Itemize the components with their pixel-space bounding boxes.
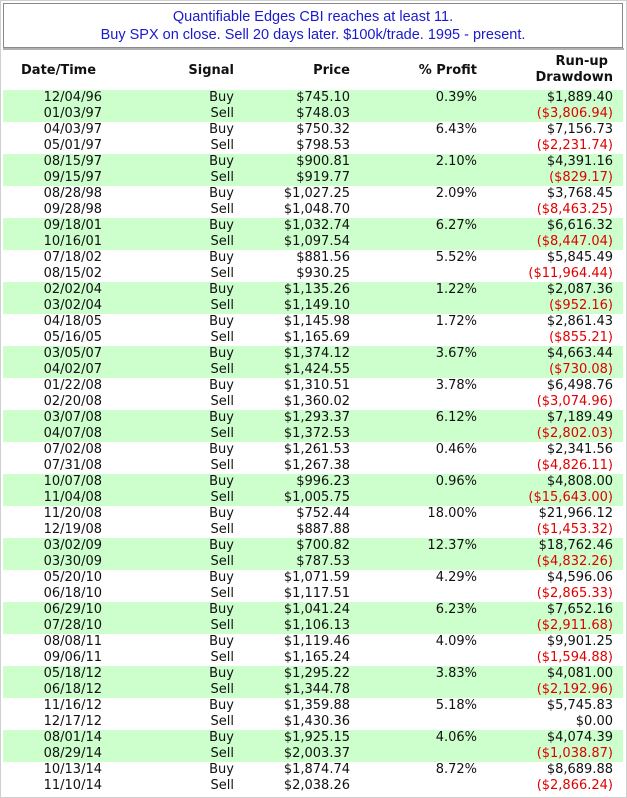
sell-date: 07/28/10	[43, 618, 102, 633]
sell-date: 09/06/11	[43, 650, 102, 665]
col-signal-header: Signal	[188, 63, 234, 78]
sell-row	[3, 522, 623, 538]
runup-value: $4,074.39	[546, 730, 613, 745]
runup-value: $7,652.16	[546, 602, 613, 617]
drawdown-value: ($8,463.25)	[536, 202, 613, 217]
signal-buy: Buy	[209, 346, 234, 361]
buy-date: 03/05/07	[43, 346, 102, 361]
buy-row	[3, 442, 623, 458]
runup-value: $3,768.45	[546, 186, 613, 201]
signal-buy: Buy	[209, 506, 234, 521]
signal-sell: Sell	[210, 362, 234, 377]
signal-sell: Sell	[210, 394, 234, 409]
sell-row	[3, 458, 623, 474]
profit-pct: 6.27%	[435, 218, 477, 233]
buy-row	[3, 698, 623, 714]
sell-price: $1,165.24	[283, 650, 350, 665]
drawdown-value: ($2,231.74)	[536, 138, 613, 153]
buy-row	[3, 634, 623, 650]
drawdown-value: $0.00	[575, 714, 613, 729]
buy-price: $1,295.22	[283, 666, 350, 681]
drawdown-value: ($1,453.32)	[536, 522, 613, 537]
sell-row	[3, 618, 623, 634]
buy-date: 05/18/12	[43, 666, 102, 681]
buy-price: $700.82	[296, 538, 350, 553]
sell-price: $887.88	[296, 522, 350, 537]
sell-price: $1,267.38	[283, 458, 350, 473]
buy-date: 03/07/08	[43, 410, 102, 425]
signal-sell: Sell	[210, 522, 234, 537]
trade-row	[3, 122, 623, 154]
buy-row	[3, 538, 623, 554]
sell-row	[3, 394, 623, 410]
profit-pct: 6.12%	[435, 410, 477, 425]
trade-row	[3, 666, 623, 698]
signal-sell: Sell	[210, 650, 234, 665]
sell-date: 07/31/08	[43, 458, 102, 473]
buy-price: $1,041.24	[283, 602, 350, 617]
trade-row	[3, 762, 623, 794]
sell-price: $919.77	[296, 170, 350, 185]
profit-pct: 2.09%	[435, 186, 477, 201]
col-date-header: Date/Time	[21, 63, 97, 78]
profit-pct: 3.67%	[435, 346, 477, 361]
sell-price: $1,106.13	[283, 618, 350, 633]
runup-value: $7,156.73	[546, 122, 613, 137]
sell-row	[3, 106, 623, 122]
buy-price: $1,135.26	[283, 282, 350, 297]
sell-date: 09/28/98	[43, 202, 102, 217]
trade-row	[3, 282, 623, 314]
trade-row	[3, 730, 623, 762]
trade-row	[3, 154, 623, 186]
signal-sell: Sell	[210, 458, 234, 473]
profit-pct: 5.52%	[435, 250, 477, 265]
buy-price: $1,261.53	[283, 442, 350, 457]
buy-price: $745.10	[296, 90, 350, 105]
runup-value: $7,189.49	[546, 410, 613, 425]
buy-date: 04/18/05	[43, 314, 102, 329]
sell-date: 04/07/08	[43, 426, 102, 441]
runup-value: $5,845.49	[546, 250, 613, 265]
title-line-2: Buy SPX on close. Sell 20 days later. $100k/trade. 1995 - present.	[100, 27, 526, 43]
buy-date: 04/03/97	[43, 122, 102, 137]
signal-buy: Buy	[209, 538, 234, 553]
signal-buy: Buy	[209, 602, 234, 617]
sell-row	[3, 586, 623, 602]
sell-row	[3, 330, 623, 346]
sell-price: $1,344.78	[283, 682, 350, 697]
signal-sell: Sell	[210, 106, 234, 121]
signal-buy: Buy	[209, 634, 234, 649]
signal-sell: Sell	[210, 266, 234, 281]
sell-date: 11/10/14	[43, 778, 102, 793]
signal-buy: Buy	[209, 474, 234, 489]
trade-row	[3, 506, 623, 538]
sell-price: $1,097.54	[283, 234, 350, 249]
buy-row	[3, 154, 623, 170]
profit-pct: 18.00%	[427, 506, 477, 521]
sell-price: $798.53	[296, 138, 350, 153]
signal-buy: Buy	[209, 666, 234, 681]
signal-buy: Buy	[209, 186, 234, 201]
signal-buy: Buy	[209, 410, 234, 425]
sell-price: $2,003.37	[283, 746, 350, 761]
buy-date: 10/13/14	[43, 762, 102, 777]
profit-pct: 2.10%	[435, 154, 477, 169]
buy-row	[3, 90, 623, 106]
sell-price: $1,048.70	[283, 202, 350, 217]
signal-sell: Sell	[210, 682, 234, 697]
sell-row	[3, 778, 623, 794]
profit-pct: 1.72%	[435, 314, 477, 329]
trades-table-body	[3, 90, 623, 794]
runup-value: $6,616.32	[546, 218, 613, 233]
sell-price: $1,165.69	[283, 330, 350, 345]
buy-date: 11/20/08	[43, 506, 102, 521]
signal-sell: Sell	[210, 490, 234, 505]
profit-pct: 0.39%	[435, 90, 477, 105]
drawdown-value: ($829.17)	[549, 170, 613, 185]
profit-pct: 3.78%	[435, 378, 477, 393]
buy-price: $1,071.59	[283, 570, 350, 585]
drawdown-value: ($1,038.87)	[536, 746, 613, 761]
buy-date: 09/18/01	[43, 218, 102, 233]
sell-date: 08/15/02	[43, 266, 102, 281]
trade-row	[3, 346, 623, 378]
buy-row	[3, 570, 623, 586]
signal-sell: Sell	[210, 586, 234, 601]
profit-pct: 5.18%	[435, 698, 477, 713]
sell-date: 08/29/14	[43, 746, 102, 761]
signal-buy: Buy	[209, 218, 234, 233]
runup-value: $2,087.36	[546, 282, 613, 297]
buy-price: $1,310.51	[283, 378, 350, 393]
buy-row	[3, 410, 623, 426]
signal-buy: Buy	[209, 442, 234, 457]
trade-row	[3, 218, 623, 250]
runup-value: $9,901.25	[546, 634, 613, 649]
sell-date: 04/02/07	[43, 362, 102, 377]
sell-price: $1,372.53	[283, 426, 350, 441]
signal-sell: Sell	[210, 138, 234, 153]
buy-date: 08/01/14	[43, 730, 102, 745]
profit-pct: 3.83%	[435, 666, 477, 681]
trade-row	[3, 186, 623, 218]
runup-value: $4,808.00	[546, 474, 613, 489]
drawdown-value: ($3,074.96)	[536, 394, 613, 409]
col-drawdown-header: Drawdown	[535, 70, 613, 85]
signal-sell: Sell	[210, 426, 234, 441]
col-price-header: Price	[313, 63, 350, 78]
buy-row	[3, 474, 623, 490]
profit-pct: 1.22%	[435, 282, 477, 297]
sell-price: $1,005.75	[283, 490, 350, 505]
sell-date: 10/16/01	[43, 234, 102, 249]
signal-buy: Buy	[209, 570, 234, 585]
runup-value: $2,341.56	[546, 442, 613, 457]
buy-price: $1,119.46	[283, 634, 350, 649]
runup-value: $4,391.16	[546, 154, 613, 169]
buy-price: $1,874.74	[283, 762, 350, 777]
profit-pct: 12.37%	[427, 538, 477, 553]
buy-row	[3, 314, 623, 330]
drawdown-value: ($952.16)	[549, 298, 613, 313]
signal-buy: Buy	[209, 698, 234, 713]
signal-sell: Sell	[210, 202, 234, 217]
runup-value: $4,596.06	[546, 570, 613, 585]
sell-row	[3, 170, 623, 186]
sell-row	[3, 362, 623, 378]
sell-date: 09/15/97	[43, 170, 102, 185]
sell-row	[3, 298, 623, 314]
buy-price: $1,027.25	[283, 186, 350, 201]
sell-price: $1,360.02	[283, 394, 350, 409]
buy-row	[3, 730, 623, 746]
drawdown-value: ($11,964.44)	[528, 266, 613, 281]
col-profit-header: % Profit	[418, 63, 477, 78]
signal-sell: Sell	[210, 554, 234, 569]
drawdown-value: ($4,832.26)	[536, 554, 613, 569]
runup-value: $5,745.83	[546, 698, 613, 713]
buy-row	[3, 762, 623, 778]
trade-row	[3, 538, 623, 570]
trade-row	[3, 378, 623, 410]
buy-date: 03/02/09	[43, 538, 102, 553]
signal-sell: Sell	[210, 618, 234, 633]
title-line-1: Quantifiable Edges CBI reaches at least 11.	[172, 9, 454, 25]
buy-date: 01/22/08	[43, 378, 102, 393]
sell-price: $1,424.55	[283, 362, 350, 377]
sell-date: 11/04/08	[43, 490, 102, 505]
sell-row	[3, 138, 623, 154]
profit-pct: 0.46%	[435, 442, 477, 457]
buy-price: $900.81	[296, 154, 350, 169]
runup-value: $4,663.44	[546, 346, 613, 361]
sell-price: $1,117.51	[283, 586, 350, 601]
trade-row	[3, 442, 623, 474]
buy-row	[3, 250, 623, 266]
profit-pct: 4.06%	[435, 730, 477, 745]
table-header	[3, 50, 623, 90]
runup-value: $8,689.88	[546, 762, 613, 777]
sell-date: 06/18/12	[43, 682, 102, 697]
sell-date: 06/18/10	[43, 586, 102, 601]
trade-row	[3, 314, 623, 346]
buy-row	[3, 218, 623, 234]
buy-date: 07/18/02	[43, 250, 102, 265]
drawdown-value: ($2,802.03)	[536, 426, 613, 441]
sell-price: $1,149.10	[283, 298, 350, 313]
trade-row	[3, 90, 623, 122]
runup-value: $2,861.43	[546, 314, 613, 329]
runup-value: $18,762.46	[538, 538, 613, 553]
drawdown-value: ($2,192.96)	[536, 682, 613, 697]
trade-row	[3, 410, 623, 442]
buy-row	[3, 186, 623, 202]
drawdown-value: ($3,806.94)	[536, 106, 613, 121]
buy-row	[3, 666, 623, 682]
signal-buy: Buy	[209, 314, 234, 329]
buy-row	[3, 346, 623, 362]
drawdown-value: ($4,826.11)	[536, 458, 613, 473]
signal-buy: Buy	[209, 730, 234, 745]
buy-price: $752.44	[296, 506, 350, 521]
buy-price: $750.32	[296, 122, 350, 137]
sell-row	[3, 426, 623, 442]
runup-value: $1,889.40	[546, 90, 613, 105]
drawdown-value: ($2,866.24)	[536, 778, 613, 793]
trade-row	[3, 698, 623, 730]
sell-price: $1,430.36	[283, 714, 350, 729]
buy-date: 11/16/12	[43, 698, 102, 713]
buy-row	[3, 506, 623, 522]
signal-sell: Sell	[210, 746, 234, 761]
drawdown-value: ($15,643.00)	[528, 490, 613, 505]
signal-sell: Sell	[210, 714, 234, 729]
buy-row	[3, 378, 623, 394]
signal-buy: Buy	[209, 250, 234, 265]
buy-date: 12/04/96	[43, 90, 102, 105]
buy-price: $1,359.88	[283, 698, 350, 713]
signal-buy: Buy	[209, 154, 234, 169]
buy-price: $1,374.12	[283, 346, 350, 361]
buy-row	[3, 282, 623, 298]
sell-date: 12/17/12	[43, 714, 102, 729]
sell-row	[3, 554, 623, 570]
runup-value: $6,498.76	[546, 378, 613, 393]
signal-sell: Sell	[210, 170, 234, 185]
profit-pct: 6.43%	[435, 122, 477, 137]
drawdown-value: ($855.21)	[549, 330, 613, 345]
sell-date: 02/20/08	[43, 394, 102, 409]
sell-price: $748.03	[296, 106, 350, 121]
sell-date: 01/03/97	[43, 106, 102, 121]
buy-date: 08/15/97	[43, 154, 102, 169]
runup-value: $4,081.00	[546, 666, 613, 681]
buy-date: 10/07/08	[43, 474, 102, 489]
buy-row	[3, 602, 623, 618]
profit-pct: 4.09%	[435, 634, 477, 649]
sell-row	[3, 490, 623, 506]
buy-price: $1,032.74	[283, 218, 350, 233]
sell-row	[3, 650, 623, 666]
signal-buy: Buy	[209, 90, 234, 105]
col-runup-header: Run-up	[555, 54, 608, 69]
drawdown-value: ($8,447.04)	[536, 234, 613, 249]
report-title	[3, 3, 623, 48]
trade-row	[3, 570, 623, 602]
buy-date: 07/02/08	[43, 442, 102, 457]
runup-value: $21,966.12	[538, 506, 613, 521]
trade-row	[3, 250, 623, 282]
buy-date: 02/02/04	[43, 282, 102, 297]
sell-row	[3, 746, 623, 762]
sell-price: $930.25	[296, 266, 350, 281]
trade-row	[3, 634, 623, 666]
sell-price: $2,038.26	[283, 778, 350, 793]
sell-date: 03/30/09	[43, 554, 102, 569]
profit-pct: 6.23%	[435, 602, 477, 617]
signal-sell: Sell	[210, 298, 234, 313]
drawdown-value: ($2,865.33)	[536, 586, 613, 601]
profit-pct: 4.29%	[435, 570, 477, 585]
sell-row	[3, 714, 623, 730]
buy-price: $881.56	[296, 250, 350, 265]
trade-row	[3, 474, 623, 506]
signal-sell: Sell	[210, 234, 234, 249]
sell-date: 03/02/04	[43, 298, 102, 313]
sell-row	[3, 202, 623, 218]
sell-row	[3, 682, 623, 698]
sell-row	[3, 234, 623, 250]
buy-date: 08/08/11	[43, 634, 102, 649]
sell-row	[3, 266, 623, 282]
signal-buy: Buy	[209, 282, 234, 297]
buy-date: 08/28/98	[43, 186, 102, 201]
buy-date: 06/29/10	[43, 602, 102, 617]
signal-buy: Buy	[209, 762, 234, 777]
sell-date: 05/01/97	[43, 138, 102, 153]
sell-date: 05/16/05	[43, 330, 102, 345]
buy-date: 05/20/10	[43, 570, 102, 585]
signal-sell: Sell	[210, 778, 234, 793]
signal-sell: Sell	[210, 330, 234, 345]
profit-pct: 0.96%	[435, 474, 477, 489]
drawdown-value: ($2,911.68)	[536, 618, 613, 633]
buy-row	[3, 122, 623, 138]
drawdown-value: ($730.08)	[549, 362, 613, 377]
signal-buy: Buy	[209, 378, 234, 393]
trade-row	[3, 602, 623, 634]
sell-price: $787.53	[296, 554, 350, 569]
profit-pct: 8.72%	[435, 762, 477, 777]
signal-buy: Buy	[209, 122, 234, 137]
buy-price: $1,293.37	[283, 410, 350, 425]
sell-date: 12/19/08	[43, 522, 102, 537]
buy-price: $1,145.98	[283, 314, 350, 329]
buy-price: $1,925.15	[283, 730, 350, 745]
drawdown-value: ($1,594.88)	[536, 650, 613, 665]
buy-price: $996.23	[296, 474, 350, 489]
